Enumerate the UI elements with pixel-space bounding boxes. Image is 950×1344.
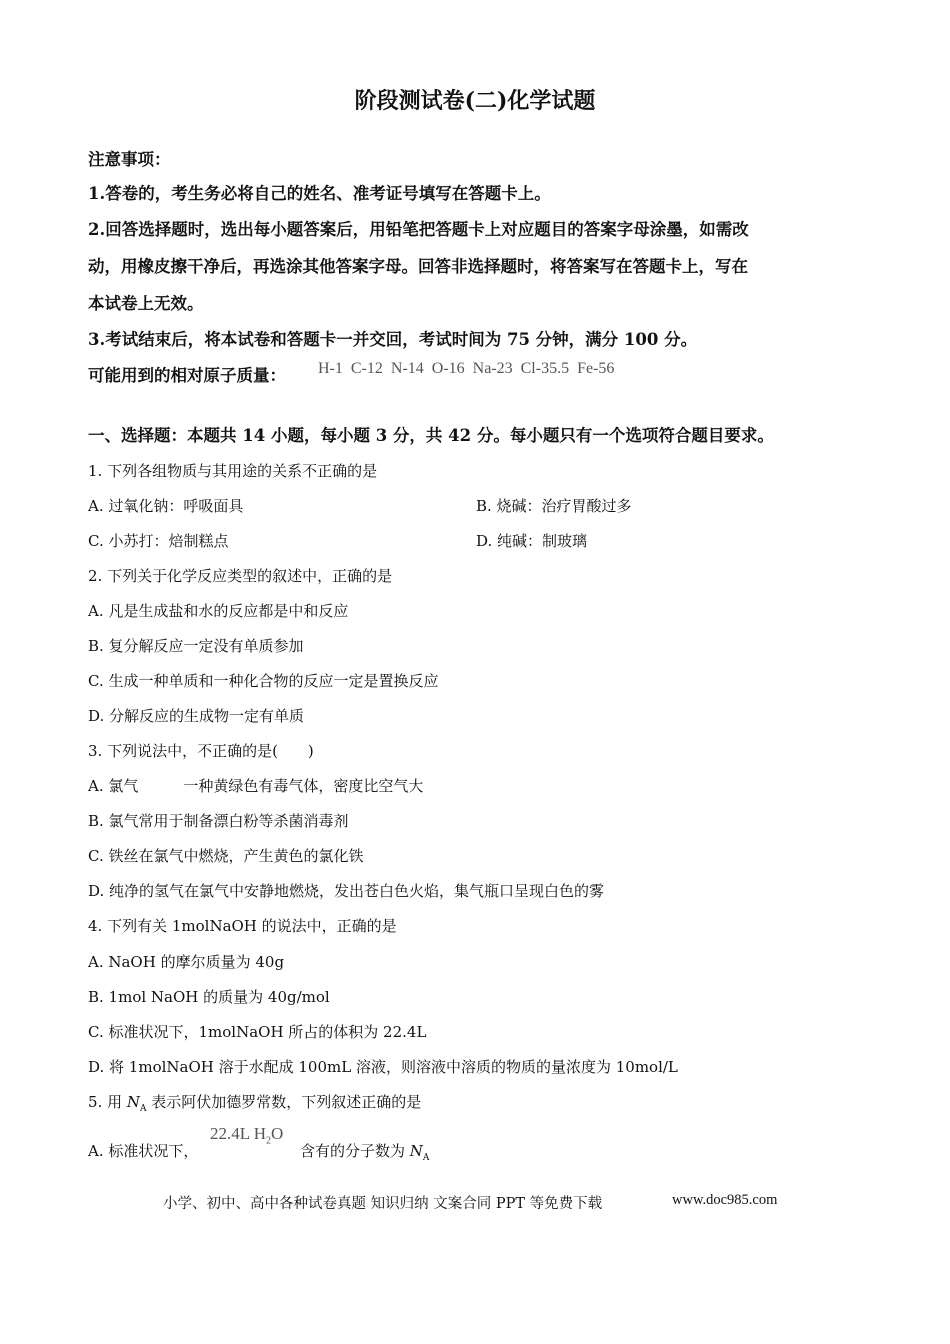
notice-item-1: 1.答卷的，考生务必将自己的姓名、准考证号填写在答题卡上。 [88, 184, 551, 203]
avogadro-symbol: N [126, 1093, 140, 1111]
question-5-a-formula [210, 1124, 283, 1146]
question-5-stem-suffix: 表示阿伏加德罗常数，下列叙述正确的是 [146, 1093, 422, 1111]
question-2-option-a: A. 凡是生成盐和水的反应都是中和反应 [88, 602, 349, 620]
question-5-option-a-suffix [300, 1140, 429, 1163]
section-1-heading: 一、选择题：本题共 14 小题，每小题 3 分，共 42 分。每小题只有一个选项符合题目要求。 [88, 426, 774, 445]
question-1-option-b: B. 烧碱：治疗胃酸过多 [476, 497, 632, 515]
question-4-option-a: A. NaOH 的摩尔质量为 40g [88, 953, 285, 971]
question-4-option-b: B. 1mol NaOH 的质量为 40g/mol [88, 988, 330, 1006]
atomic-mass-label: 可能用到的相对原子质量： [88, 366, 286, 385]
option-a-avogadro-subscript: A [422, 1153, 430, 1163]
page-title: 阶段测试卷(二)化学试题 [354, 88, 596, 114]
question-3-option-a: A. 氯气 一种黄绿色有毒气体，密度比空气大 [88, 777, 424, 795]
question-3-stem: 3. 下列说法中，不正确的是( ) [88, 742, 314, 760]
formula-main: 22.4L H [210, 1124, 267, 1143]
avogadro-subscript: A [139, 1104, 147, 1114]
notice-item-3: 3.考试结束后，将本试卷和答题卡一并交回，考试时间为 75 分钟，满分 100 分。 [88, 330, 698, 349]
question-5-option-a-prefix: A. 标准状况下， [88, 1142, 199, 1160]
notice-item-2-line-1: 2.回答选择题时，选出每小题答案后，用铅笔把答题卡上对应题目的答案字母涂墨，如需改 [88, 220, 749, 239]
question-3-option-b: B. 氯气常用于制备漂白粉等杀菌消毒剂 [88, 812, 349, 830]
notice-item-2-line-2: 动，用橡皮擦干净后，再选涂其他答案字母。回答非选择题时，将答案写在答题卡上，写在 [88, 257, 748, 276]
question-1-option-a: A. 过氧化钠：呼吸面具 [88, 497, 244, 515]
question-5-stem [88, 1091, 421, 1114]
notice-heading: 注意事项： [88, 150, 171, 169]
formula-end: O [271, 1124, 284, 1143]
question-1-stem: 1. 下列各组物质与其用途的关系不正确的是 [88, 462, 378, 480]
question-4-stem: 4. 下列有关 1molNaOH 的说法中，正确的是 [88, 917, 397, 935]
question-3-option-d: D. 纯净的氢气在氯气中安静地燃烧，发出苍白色火焰，集气瓶口呈现白色的雾 [88, 882, 605, 900]
question-1-option-c: C. 小苏打：焙制糕点 [88, 532, 229, 550]
question-3-option-c: C. 铁丝在氯气中燃烧，产生黄色的氯化铁 [88, 847, 364, 865]
question-2-option-c: C. 生成一种单质和一种化合物的反应一定是置换反应 [88, 672, 439, 690]
question-1-option-d: D. 纯碱：制玻璃 [476, 532, 588, 550]
question-2-option-d: D. 分解反应的生成物一定有单质 [88, 707, 305, 725]
question-2-option-b: B. 复分解反应一定没有单质参加 [88, 637, 304, 655]
question-2-stem: 2. 下列关于化学反应类型的叙述中，正确的是 [88, 567, 393, 585]
question-4-option-d: D. 将 1molNaOH 溶于水配成 100mL 溶液，则溶液中溶质的物质的量浓度为 10mol/L [88, 1058, 678, 1076]
footer-url[interactable]: www.doc985.com [672, 1192, 778, 1208]
formula-subscript: 2 [266, 1135, 272, 1147]
notice-item-2-line-3: 本试卷上无效。 [88, 294, 204, 313]
option-a-suffix-text: 含有的分子数为 [300, 1142, 410, 1160]
question-4-option-c: C. 标准状况下，1molNaOH 所占的体积为 22.4L [88, 1023, 427, 1041]
option-a-avogadro-symbol: N [409, 1142, 423, 1160]
footer-text: 小学、初中、高中各种试卷真题 知识归纳 文案合同 PPT 等免费下载 [163, 1196, 603, 1212]
atomic-mass-values: H-1 C-12 N-14 O-16 Na-23 Cl-35.5 Fe-56 [318, 360, 615, 377]
question-5-stem-prefix: 5. 用 [88, 1093, 127, 1111]
